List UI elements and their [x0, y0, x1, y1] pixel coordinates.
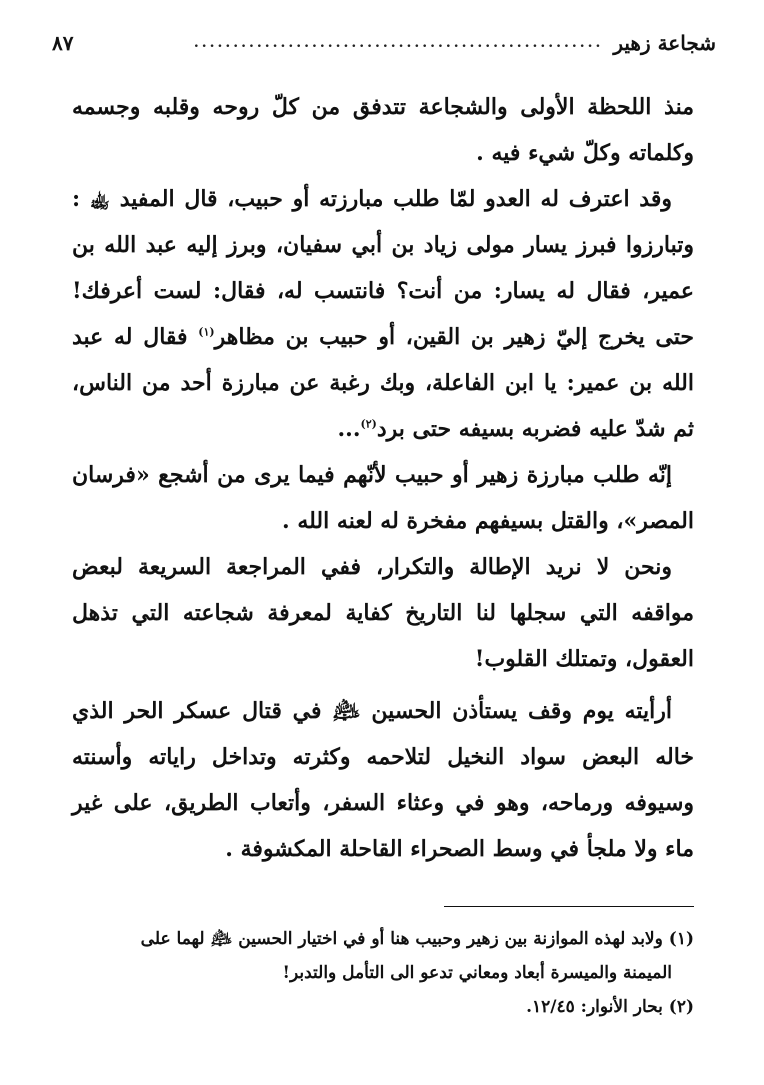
paragraph-2-text-b: فقال له عبد الله بن عمير: يا ابن الفاعلة، وبك رغبة عن مبارزة أحد من الناس، ثم شدّ عليه فضربه بسيفه حتى برد [72, 324, 694, 442]
running-header [52, 28, 716, 58]
paragraph-4: ونحن لا نريد الإطالة والتكرار، ففي المراجعة السريعة لبعض مواقفه التي سجلها لنا التاريخ كفاية لمعرفة شجاعته التي تذهل العقول، وتمتلك القلوب! [72, 554, 694, 672]
footnote-2: (٢) بحار الأنوار: ١٢/٤٥. [526, 997, 694, 1017]
paragraph-2-text-c: ... [337, 416, 361, 442]
footnote-1-line-2: الميمنة والميسرة أبعاد ومعاني تدعو الى التأمل والتدبر! [282, 963, 672, 983]
page-number: ٨٧ [52, 31, 74, 55]
paragraph-3: إنّه طلب مبارزة زهير أو حبيب لأنّهم فيما يرى من أشجع «فرسان المصر»، والقتل بسيفهم مفخرة له لعنه الله . [72, 462, 694, 534]
footnote-divider [444, 906, 694, 907]
running-title: شجاعة زهير [613, 31, 716, 55]
paragraph-2-text-a: وقد اعترف له العدو لمّا طلب مبارزته أو حبيب، قال المفيد ﵀ : وتبارزوا فبرز يسار مولى زياد بن أبي سفيان، وبرز إليه عبد الله بن عمير، فقال له يسار: من أنت؟ فانتسب له، فقال: لست أعرفك! حتى يخرج إليّ زهير بن القين، أو حبيب بن مظاهر [72, 186, 694, 350]
footnotes [72, 922, 694, 1024]
dot-leader: .................................................... [193, 35, 604, 51]
footnote-1-line-1: (١) ولابد لهذه الموازنة بين زهير وحبيب هنا أو في اختيار الحسين ﵇ لهما على [140, 929, 694, 949]
paragraph-5: أرأيته يوم وقف يستأذن الحسين ﵇ في قتال عسكر الحر الذي خاله البعض سواد النخيل لتلاحمه وكثرته وتداخل راياته وأسنته وسيوفه ورماحه، وهو في وعثاء السفر، وأتعاب الطريق، على غير ماء ولا ملجأ في وسط الصحراء القاحلة المكشوفة . [72, 698, 694, 862]
paragraph-1: منذ اللحظة الأولى والشجاعة تتدفق من كلّ روحه وقلبه وجسمه وكلماته وكلّ شيء فيه . [72, 94, 694, 166]
footnote-ref-1: (١) [198, 325, 215, 339]
paragraph-2 [72, 176, 694, 452]
footnote-ref-2: (٢) [360, 417, 377, 431]
body-text [72, 84, 694, 872]
